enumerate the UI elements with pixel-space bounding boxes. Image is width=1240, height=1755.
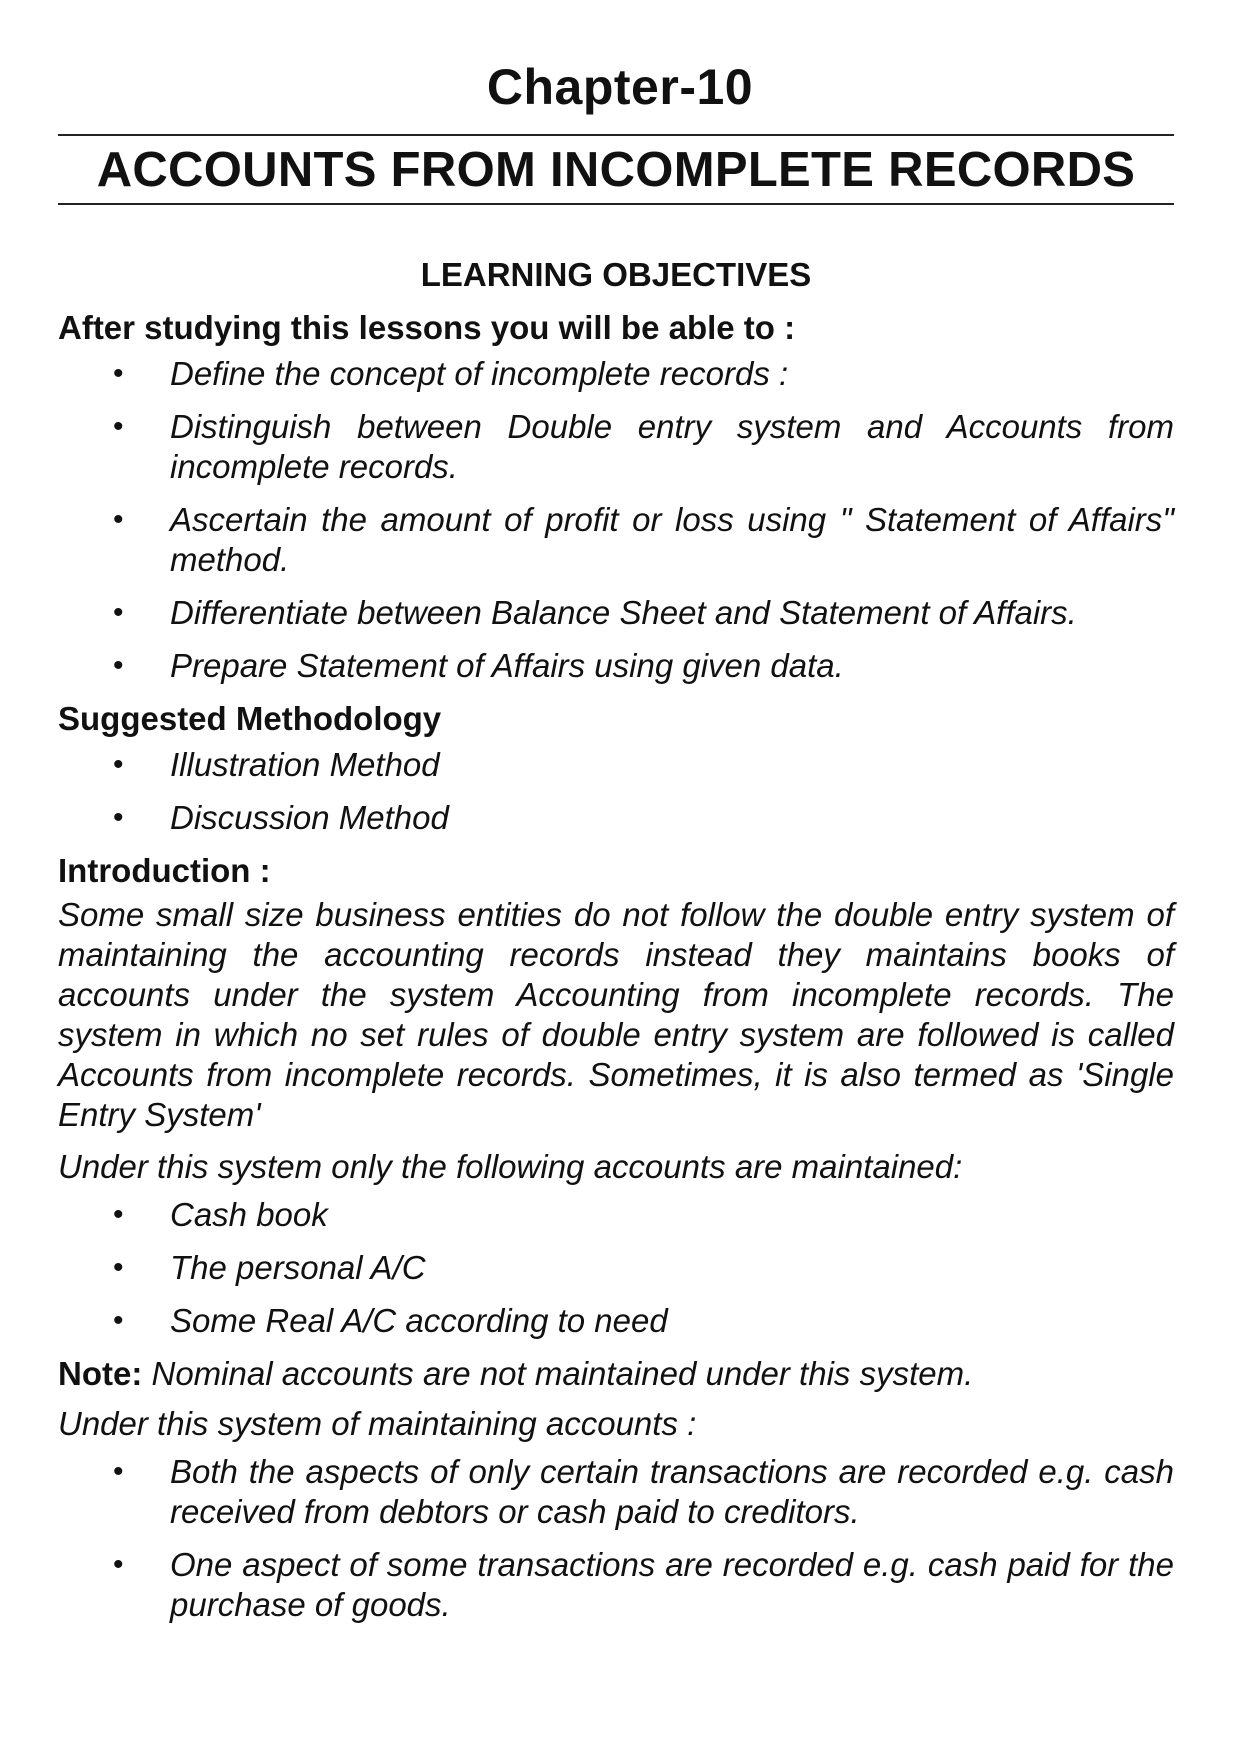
title-bottom-rule <box>58 203 1174 205</box>
methodology-list <box>58 745 1174 838</box>
bullet-icon: • <box>113 1455 124 1488</box>
list-item-text: Define the concept of incomplete records : <box>170 355 789 392</box>
bullet-icon: • <box>113 596 124 629</box>
maintaining-intro: Under this system of maintaining accounts : <box>58 1405 697 1442</box>
bullet-icon: • <box>113 1548 124 1581</box>
bullet-icon: • <box>113 649 124 682</box>
list-item-text: Distinguish between Double entry system and Accounts from incomplete records. <box>170 408 1174 485</box>
note-line <box>58 1354 1174 1394</box>
list-item-text: One aspect of some transactions are recorded e.g. cash paid for the purchase of goods. <box>170 1546 1174 1623</box>
list-item-text: Differentiate between Balance Sheet and Statement of Affairs. <box>170 594 1077 631</box>
list-item <box>58 1452 1174 1532</box>
list-item <box>58 1195 1174 1235</box>
list-item-text: Prepare Statement of Affairs using given data. <box>170 647 844 684</box>
bullet-icon: • <box>113 503 124 536</box>
bullet-icon: • <box>113 1251 124 1284</box>
list-item <box>58 500 1174 580</box>
objectives-list <box>58 354 1174 686</box>
title-top-rule <box>58 134 1174 136</box>
bullet-icon: • <box>113 357 124 390</box>
list-item <box>58 1545 1174 1625</box>
note-label: Note: <box>58 1355 143 1392</box>
bullet-icon: • <box>113 1198 124 1231</box>
objectives-intro: After studying this lessons you will be able to : <box>58 309 796 346</box>
accounts-intro: Under this system only the following accounts are maintained: <box>58 1148 963 1185</box>
chapter-number: Chapter-10 <box>486 59 754 115</box>
list-item-text: Discussion Method <box>170 799 449 836</box>
accounts-list <box>58 1195 1174 1341</box>
list-item-text: Illustration Method <box>170 746 440 783</box>
list-item <box>58 407 1174 487</box>
bullet-icon: • <box>113 748 124 781</box>
list-item <box>58 1301 1174 1341</box>
learning-objectives-heading: LEARNING OBJECTIVES <box>420 256 812 293</box>
list-item-text: Cash book <box>170 1196 328 1233</box>
list-item <box>58 593 1174 633</box>
bullet-icon: • <box>113 1304 124 1337</box>
list-item <box>58 354 1174 394</box>
bullet-icon: • <box>113 410 124 443</box>
methodology-heading: Suggested Methodology <box>58 700 442 737</box>
chapter-title: ACCOUNTS FROM INCOMPLETE RECORDS <box>96 143 1136 197</box>
list-item <box>58 646 1174 686</box>
introduction-heading: Introduction : <box>58 852 271 889</box>
list-item-text: Both the aspects of only certain transactions are recorded e.g. cash received from debtors or cash paid to creditors. <box>170 1453 1174 1530</box>
list-item <box>58 1248 1174 1288</box>
list-item-text: Some Real A/C according to need <box>170 1302 668 1339</box>
bullet-icon: • <box>113 801 124 834</box>
list-item <box>58 798 1174 838</box>
list-item <box>58 745 1174 785</box>
introduction-paragraph: Some small size business entities do not follow the double entry system of maintaining the accounting records instead they maintains books of accounts under the system Accounting from incomplete records. The system in which no set rules of double entry system are followed is called Accounts from incomplete records. Sometimes, it is also termed as 'Single Entry System' <box>58 896 1174 1133</box>
note-text: Nominal accounts are not maintained under this system. <box>142 1355 974 1392</box>
list-item-text: Ascertain the amount of profit or loss using " Statement of Affairs" method. <box>170 501 1174 578</box>
maintaining-list <box>58 1452 1174 1625</box>
body-content <box>58 256 1174 1638</box>
list-item-text: The personal A/C <box>170 1249 426 1286</box>
